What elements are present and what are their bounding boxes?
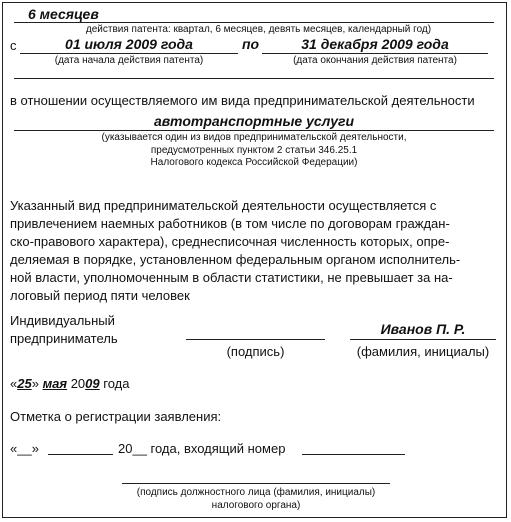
- activity-value: автотранспортные услуги: [154, 113, 354, 129]
- date-from-prefix: с: [10, 38, 17, 53]
- workers-paragraph-line-6: логовый период пяти человек: [10, 288, 190, 303]
- activity-caption-line-1: (указывается один из видов предпринимательской деятельности,: [101, 132, 407, 143]
- date-month: мая: [42, 376, 68, 391]
- end-date-caption: (дата окончания действия патента): [293, 55, 457, 66]
- date-year-word: года: [103, 376, 130, 391]
- official-signature-line: [122, 483, 390, 484]
- registration-title: Отметка о регистрации заявления:: [10, 409, 222, 424]
- official-caption: [100, 487, 412, 512]
- activity-caption-line-3: Налогового кодекса Российской Федерации): [150, 157, 358, 168]
- date-close-quote: »: [31, 376, 39, 391]
- date-year-suffix: 09: [85, 376, 100, 391]
- period-line: [14, 22, 494, 23]
- start-date-caption: (дата начала действия патента): [54, 55, 204, 66]
- activity-caption-line-2: предусмотренных пунктом 2 статьи 346.25.1: [150, 144, 358, 156]
- end-date-line: [262, 53, 488, 54]
- registration-day: «__»: [10, 441, 39, 456]
- workers-paragraph-line-1: Указанный вид предпринимательской деятельности осуществляется с: [10, 198, 437, 213]
- workers-paragraph-line-3: ско-правового характера), среднесписочная численность которых, опре-: [10, 234, 450, 249]
- date-year-prefix: 20: [70, 376, 86, 391]
- start-date-line: [20, 53, 238, 54]
- activity-caption: [14, 132, 494, 170]
- signer-name-caption: (фамилия, инициалы): [356, 344, 490, 359]
- signer-label-line-1: Индивидуальный: [10, 313, 115, 328]
- date-to-word: по: [242, 36, 260, 52]
- registration-line-middle: 20__ года, входящий номер: [118, 441, 286, 456]
- end-date-value: 31 декабря 2009 года: [301, 36, 449, 52]
- activity-intro: в отношении осуществляемого им вида предпринимательской деятельности: [10, 93, 475, 108]
- period-value: 6 месяцев: [28, 6, 99, 22]
- workers-paragraph-line-4: деляемая в порядке, установленном федеральным органом исполнитель-: [10, 252, 461, 267]
- date-open-quote: «: [10, 376, 18, 391]
- activity-line: [14, 130, 494, 131]
- application-date: [10, 376, 129, 391]
- date-day: 25: [17, 376, 32, 391]
- start-date-value: 01 июля 2009 года: [65, 36, 193, 52]
- official-caption-line-2: налогового органа): [211, 499, 301, 511]
- workers-paragraph-line-2: привлечением наемных работников (в том числе по договорам граждан-: [10, 216, 450, 231]
- official-caption-line-1: (подпись должностного лица (фамилия, инициалы): [136, 487, 376, 498]
- registration-number-line: [302, 454, 405, 455]
- signature-line: [186, 339, 325, 340]
- signature-caption: (подпись): [226, 344, 285, 359]
- workers-paragraph-line-5: ной власти, уполномоченным в области статистики, не превышает за на-: [10, 270, 453, 285]
- registration-month-line: [48, 454, 113, 455]
- signer-label-line-2: предприниматель: [10, 331, 118, 346]
- signer-name-value: Иванов П. Р.: [380, 321, 466, 337]
- signer-name-line: [350, 339, 496, 340]
- blank-line: [14, 78, 494, 79]
- period-caption: действия патента: квартал, 6 месяцев, девять месяцев, календарный год): [85, 24, 432, 35]
